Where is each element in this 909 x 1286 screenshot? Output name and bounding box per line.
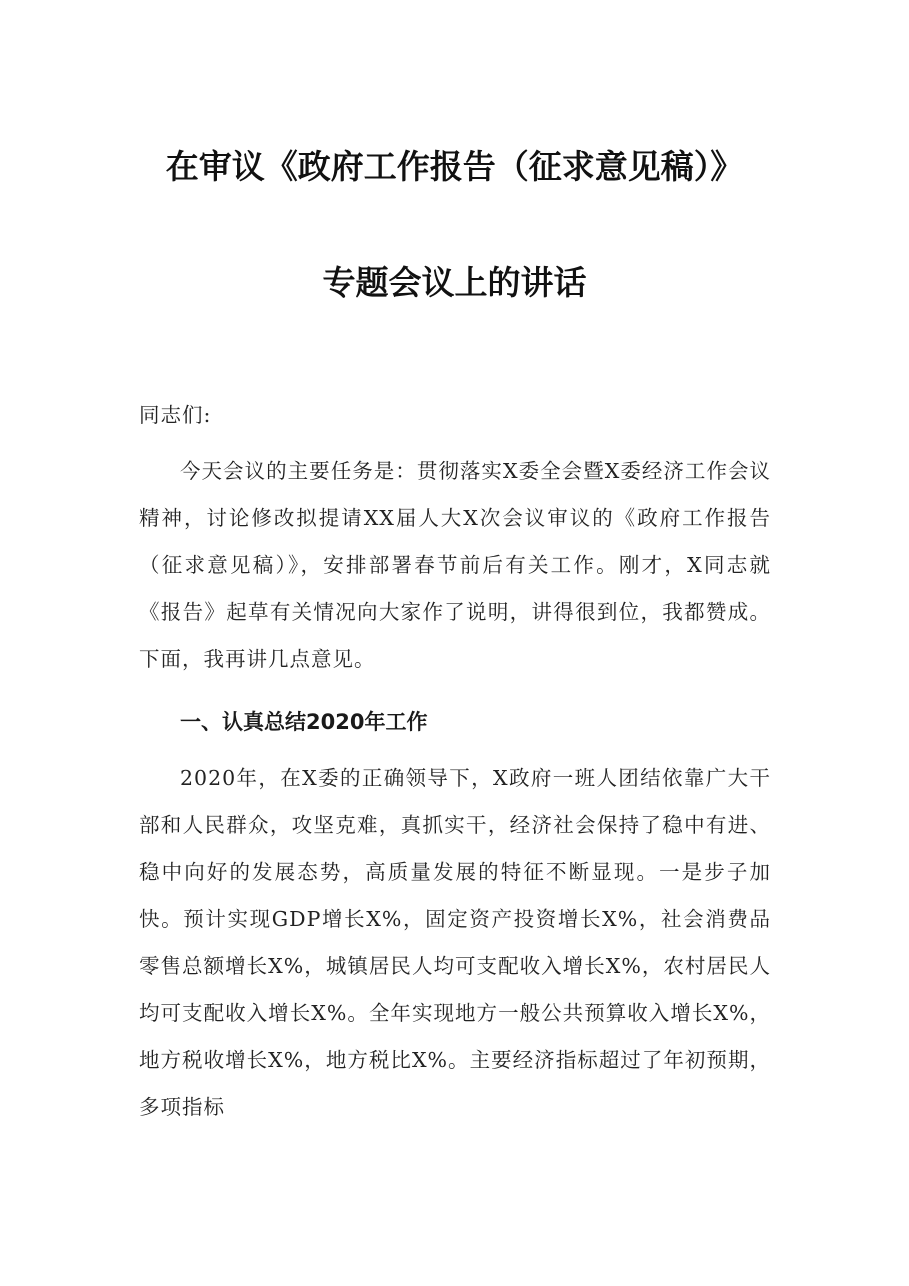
document-title-line2: 专题会议上的讲话 bbox=[322, 263, 587, 302]
paragraph-intro: 今天会议的主要任务是：贯彻落实X委全会暨X委经济工作会议精神，讨论修改拟提请XX届人大X次会议审议的《政府工作报告（征求意见稿）》，安排部署春节前后有关工作。刚才，X同志就《报告》起草有关情况向大家作了说明，讲得很到位，我都赞成。下面，我再讲几点意见。 bbox=[139, 459, 771, 671]
salutation: 同志们: bbox=[139, 403, 212, 427]
document-title-line1: 在审议《政府工作报告（征求意见稿）》 bbox=[165, 147, 744, 186]
paragraph-review-2020: 2020年，在X委的正确领导下，X政府一班人团结依靠广大干部和人民群众，攻坚克难，真抓实干，经济社会保持了稳中有进、稳中向好的发展态势，高质量发展的特征不断显现。一是步子加快。预计实现GDP增长X%，固定资产投资增长X%，社会消费品零售总额增长X%，城镇居民人均可支配收入增长X%，农村居民人均可支配收入增长X%。全年实现地方一般公共预算收入增长X%，地方税收增长X%，地方税比X%。主要经济指标超过了年初预期，多项指标 bbox=[139, 766, 771, 1119]
section-heading-1: 一、认真总结2020年工作 bbox=[180, 710, 428, 734]
